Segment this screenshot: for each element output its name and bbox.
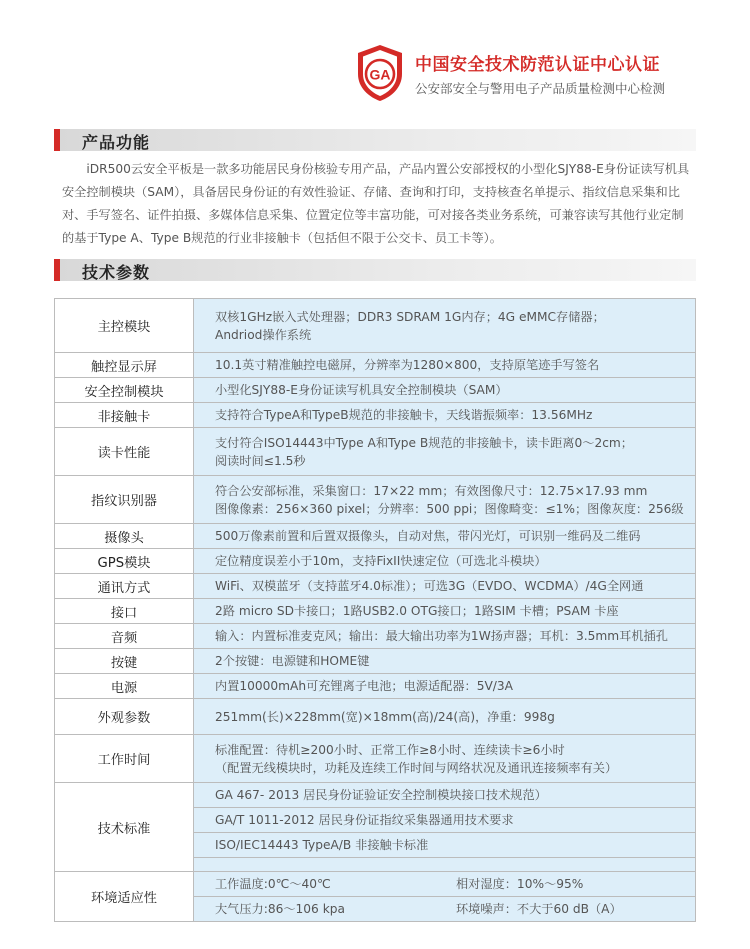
spec-key [55, 599, 194, 624]
spec-key [55, 428, 194, 476]
spec-key-label: 安全控制模块 [84, 384, 164, 400]
spec-key [55, 476, 194, 524]
spec-value-line: 内置10000mAh可充锂离子电池；电源适配器：5V/3A [215, 679, 513, 693]
table-row [55, 699, 696, 735]
spec-key-label: 通讯方式 [97, 580, 151, 596]
table-row [55, 299, 696, 353]
spec-key-label: 指纹识别器 [91, 494, 157, 509]
spec-key-label: 接口 [110, 605, 138, 621]
spec-value-line: 支持符合TypeA和TypeB规范的非接触卡，天线谐振频率：13.56MHz [215, 408, 593, 422]
spec-key [55, 624, 194, 649]
spec-value [194, 428, 696, 476]
section-marker [54, 129, 60, 151]
spec-key-label: 主控模块 [97, 320, 151, 335]
spec-key [55, 674, 194, 699]
table-row [55, 428, 696, 476]
spec-value-line: 图像像素：256×360 pixel；分辨率：500 ppi；图像畸变：≤1%；图像灰度：256级 [215, 501, 684, 516]
spec-value-line: 小型化SJY88-E身份证读写机具安全控制模块（SAM） [215, 383, 508, 397]
spec-key [55, 783, 194, 872]
section-marker [54, 259, 60, 281]
spec-value-line: 阅读时间≤1.5秒 [215, 453, 306, 468]
spec-value [194, 524, 696, 549]
spec-key-label: 按键 [110, 655, 138, 671]
standard-text: GA/T 1011-2012 居民身份证指纹采集器通用技术要求 [215, 813, 514, 827]
spec-value [194, 649, 696, 674]
spec-value-line: 符合公安部标准，采集窗口：17×22 mm；有效图像尺寸：12.75×17.93 mm [215, 483, 648, 498]
spec-key-label: 工作时间 [97, 753, 151, 768]
spec-key [55, 403, 194, 428]
spec-value [194, 299, 696, 353]
table-row [55, 599, 696, 624]
section-header-function [54, 129, 696, 151]
spec-key [55, 353, 194, 378]
standard-text: ISO/IEC14443 TypeA/B 非接触卡标准 [215, 838, 429, 852]
spec-key [55, 649, 194, 674]
intro-paragraph: iDR500云安全平板是一款多功能居民身份核验专用产品，产品内置公安部授权的小型化SJY88-E身份证读写机具安全控制模块（SAM），具备居民身份证的有效性验证、存储、查询和打印，支持核查名单提示、指纹信息采集和比对、手写签名、证件拍摄、多媒体信息采集、位置定位等丰富功能，可对接各类业务系统，可兼容读写其他行业定制的基于Type A、Type B规范的行业非接触卡（包括但不限于公交卡、员工卡等）。 [62, 162, 690, 245]
env-cell [194, 872, 436, 897]
spec-value-line: 双核1GHz嵌入式处理器；DDR3 SDRAM 1G内存；4G eMMC存储器； [215, 309, 605, 324]
table-row [55, 674, 696, 699]
spec-value-line: 10.1英寸精准触控电磁屏，分辨率为1280×800，支持原笔迹手写签名 [215, 358, 600, 372]
table-row [55, 378, 696, 403]
certification-header [355, 44, 715, 104]
ga-shield-icon [355, 44, 405, 102]
cert-subtitle: 公安部安全与警用电子产品质量检测中心检测 [415, 81, 666, 96]
standard-item [194, 808, 696, 833]
section-title: 技术参数 [82, 263, 151, 282]
spec-key-label: 非接触卡 [97, 409, 151, 425]
spec-value [194, 403, 696, 428]
table-row [55, 549, 696, 574]
spec-value [194, 574, 696, 599]
spec-key-label: GPS模块 [97, 555, 151, 571]
spec-key [55, 549, 194, 574]
spec-value [194, 624, 696, 649]
spec-value-line: 2个按键：电源键和HOME键 [215, 654, 370, 668]
standard-item [194, 833, 696, 858]
spec-key [55, 699, 194, 735]
spec-value-line: 支付符合ISO14443中Type A和Type B规范的非接触卡，读卡距离0～2cm； [215, 435, 633, 450]
spec-key-label: 技术标准 [97, 821, 151, 837]
spec-value [194, 735, 696, 783]
env-cell [435, 872, 696, 897]
table-row [55, 735, 696, 783]
spec-value-line: （配置无线模块时，功耗及连续工作时间与网络状况及通讯连接频率有关） [215, 760, 618, 775]
env-text: 环境噪声：不大于60 dB（A） [456, 902, 622, 916]
table-row [55, 524, 696, 549]
spec-value-line: WiFi、双模蓝牙（支持蓝牙4.0标准）；可选3G（EVDO、WCDMA）/4G全网通 [215, 579, 644, 593]
table-row [55, 476, 696, 524]
spec-value [194, 599, 696, 624]
env-text: 大气压力:86～106 kpa [215, 902, 345, 916]
standard-empty [194, 858, 696, 872]
spec-key [55, 299, 194, 353]
table-row [55, 624, 696, 649]
table-row [55, 783, 696, 808]
spec-key [55, 574, 194, 599]
env-cell [194, 897, 436, 922]
spec-key-label: 读卡性能 [97, 446, 151, 461]
standard-text: GA 467- 2013 居民身份证验证安全控制模块接口技术规范） [215, 788, 547, 802]
table-row [55, 649, 696, 674]
spec-key-label: 外观参数 [97, 711, 151, 726]
spec-key [55, 378, 194, 403]
spec-value-line: 标准配置：待机≥200小时、正常工作≥8小时、连续读卡≥6小时 [215, 742, 565, 757]
spec-key-label: 触控显示屏 [91, 359, 157, 375]
spec-value [194, 699, 696, 735]
table-row [55, 403, 696, 428]
env-cell [435, 897, 696, 922]
spec-key-label: 摄像头 [104, 530, 144, 546]
spec-value-line: 定位精度误差小于10m，支持FixII快速定位（可选北斗模块） [215, 554, 547, 568]
spec-value-line: 500万像素前置和后置双摄像头，自动对焦，带闪光灯，可识别一维码及二维码 [215, 529, 641, 543]
section-header-spec [54, 259, 696, 281]
table-row [55, 353, 696, 378]
spec-key [55, 872, 194, 922]
spec-value-line: 2路 micro SD卡接口；1路USB2.0 OTG接口；1路SIM 卡槽；PSAM 卡座 [215, 604, 619, 618]
svg-text:GA: GA [369, 66, 391, 83]
env-text: 相对湿度：10%～95% [456, 877, 584, 891]
standard-item [194, 783, 696, 808]
spec-key [55, 524, 194, 549]
spec-value-line: Andriod操作系统 [215, 327, 312, 342]
table-row [55, 872, 696, 897]
section-title: 产品功能 [82, 133, 151, 152]
spec-value [194, 476, 696, 524]
spec-table [54, 298, 696, 922]
spec-key-label: 环境适应性 [91, 891, 157, 906]
spec-key-label: 音频 [110, 630, 138, 646]
spec-value [194, 378, 696, 403]
spec-value-line: 251mm(长)×228mm(宽)×18mm(高)/24(高)，净重：998g [215, 709, 555, 724]
spec-key [55, 735, 194, 783]
spec-value-line: 输入：内置标准麦克风；输出：最大输出功率为1W扬声器；耳机：3.5mm耳机插孔 [215, 629, 668, 643]
cert-title: 中国安全技术防范认证中心认证 [415, 55, 660, 75]
env-text: 工作温度:0℃～40℃ [215, 877, 331, 891]
spec-value [194, 674, 696, 699]
spec-key-label: 电源 [110, 680, 138, 696]
spec-value [194, 353, 696, 378]
spec-value [194, 549, 696, 574]
table-row [55, 574, 696, 599]
